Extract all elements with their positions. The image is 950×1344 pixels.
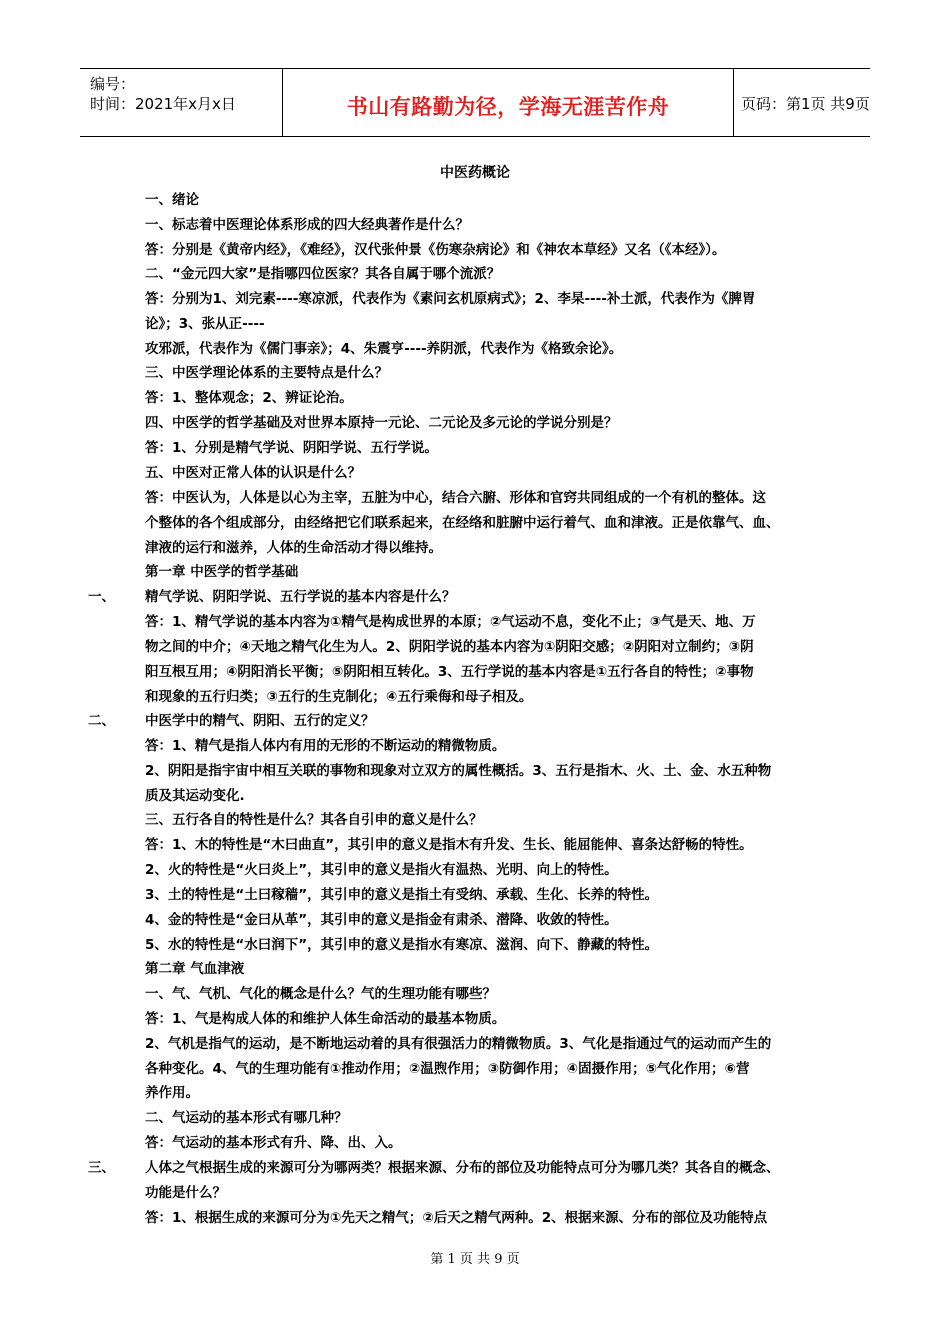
question-line: 一、气、气机、气化的概念是什么？气的生理功能有哪些？ — [145, 986, 496, 1002]
question-line: 人体之气根据生成的来源可分为哪两类？根据来源、分布的部位及功能特点可分为哪几类？其各自的概念、 — [145, 1160, 780, 1176]
answer-line: 答：1、气是构成人体的和维护人体生命活动的最基本物质。 — [145, 1011, 506, 1027]
answer-line: 答：分别是《黄帝内经》，《难经》，汉代张仲景《伤寒杂病论》和《神农本草经》又名（《本经》）。 — [145, 242, 726, 258]
answer-line: 答：1、精气是指人体内有用的无形的不断运动的精微物质。 — [145, 738, 506, 754]
question-line: 二、“金元四大家”是指哪四位医家？其各自属于哪个流派？ — [145, 266, 501, 282]
answer-line: 2、阴阳是指宇宙中相互关联的事物和现象对立双方的属性概括。3、五行是指木、火、土、金、水五种物 — [145, 763, 772, 779]
answer-line: 答：1、分别是精气学说、阴阳学说、五行学说。 — [145, 440, 438, 456]
answer-line: 答：1、根据生成的来源可分为①先天之精气；②后天之精气两种。2、根据来源、分布的部位及功能特点 — [145, 1210, 768, 1226]
chapter-heading: 第一章 中医学的哲学基础 — [145, 564, 299, 580]
answer-line: 答：1、精气学说的基本内容为①精气是构成世界的本原；②气运动不息，变化不止；③气是天、地、万 — [145, 614, 756, 630]
answer-line: 论》；3、张从正---- — [145, 316, 265, 332]
answer-line: 3、土的特性是“土曰稼穑”，其引申的意义是指土有受纳、承载、生化、长养的特性。 — [145, 887, 659, 903]
list-marker: 一、 — [88, 589, 115, 605]
answer-line: 质及其运动变化. — [145, 788, 245, 804]
question-line: 三、五行各自的特性是什么？其各自引申的意义是什么？ — [145, 812, 483, 828]
question-line: 二、气运动的基本形式有哪几种？ — [145, 1110, 348, 1126]
answer-line: 物之间的中介；④天地之精气化生为人。2、阴阳学说的基本内容为①阴阳交感；②阴阳对立制约；③阴 — [145, 639, 754, 655]
document-title: 中医药概论 — [440, 165, 510, 181]
motto-text: 书山有路勤为径，学海无涯苦作舟 — [346, 94, 670, 119]
question-line: 五、中医对正常人体的认识是什么？ — [145, 465, 361, 481]
answer-line: 答：中医认为，人体是以心为主宰，五脏为中心，结合六腑、形体和官窍共同组成的一个有机的整体。这 — [145, 490, 766, 506]
chapter-heading: 第二章 气血津液 — [145, 961, 245, 977]
question-line: 功能是什么？ — [145, 1185, 226, 1201]
question-line: 中医学中的精气、阴阳、五行的定义？ — [145, 713, 375, 729]
answer-line: 答：分别为1、刘完素----寒凉派，代表作为《素问玄机原病式》；2、李杲----补土派，代表作为《脾胃 — [145, 291, 756, 307]
header-page-number: 页码：第1页 共9页 — [741, 95, 870, 113]
question-line: 一、标志着中医理论体系形成的四大经典著作是什么？ — [145, 217, 469, 233]
answer-line: 答：1、木的特性是“木曰曲直”，其引申的意义是指木有升发、生长、能屈能伸、喜条达舒畅的特性。 — [145, 837, 753, 853]
answer-line: 2、气机是指气的运动，是不断地运动着的具有很强活力的精微物质。3、气化是指通过气的运动而产生的 — [145, 1036, 772, 1052]
answer-line: 津液的运行和滋养，人体的生命活动才得以维持。 — [145, 540, 442, 556]
question-line: 四、中医学的哲学基础及对世界本原持一元论、二元论及多元论的学说分别是？ — [145, 415, 618, 431]
answer-line: 答：1、整体观念；2、辨证论治。 — [145, 390, 353, 406]
page-footer: 第 1 页 共 9 页 — [430, 1252, 520, 1267]
list-marker: 二、 — [88, 713, 115, 729]
answer-line: 阳互根互用；④阴阳消长平衡；⑤阴阳相互转化。3、五行学说的基本内容是①五行各自的特性；②事物 — [145, 664, 754, 680]
answer-line: 和现象的五行归类；③五行的生克制化；④五行乘侮和母子相及。 — [145, 689, 533, 705]
answer-line: 2、火的特性是“火曰炎上”，其引申的意义是指火有温热、光明、向上的特性。 — [145, 862, 618, 878]
date-label: 时间：2021年x月x日 — [90, 95, 236, 113]
list-marker: 三、 — [88, 1160, 115, 1176]
answer-line: 4、金的特性是“金曰从革”，其引申的意义是指金有肃杀、潜降、收敛的特性。 — [145, 912, 618, 928]
answer-line: 个整体的各个组成部分，由经络把它们联系起来，在经络和脏腑中运行着气、血和津液。正是依靠气、血、 — [145, 515, 780, 531]
section-heading: 一、绪论 — [145, 192, 199, 208]
question-line: 精气学说、阴阳学说、五行学说的基本内容是什么？ — [145, 589, 456, 605]
answer-line: 答：气运动的基本形式有升、降、出、入。 — [145, 1135, 402, 1151]
answer-line: 各种变化。4、气的生理功能有①推动作用；②温煦作用；③防御作用；④固摄作用；⑤气化作用；⑥营 — [145, 1061, 750, 1077]
answer-line: 养作用。 — [145, 1085, 199, 1101]
answer-line: 攻邪派，代表作为《儒门事亲》；4、朱震亨----养阴派，代表作为《格致余论》。 — [145, 341, 623, 357]
answer-line: 5、水的特性是“水曰润下”，其引申的意义是指水有寒凉、滋润、向下、静藏的特性。 — [145, 937, 659, 953]
question-line: 三、中医学理论体系的主要特点是什么？ — [145, 365, 388, 381]
document-number-label: 编号： — [90, 75, 136, 93]
